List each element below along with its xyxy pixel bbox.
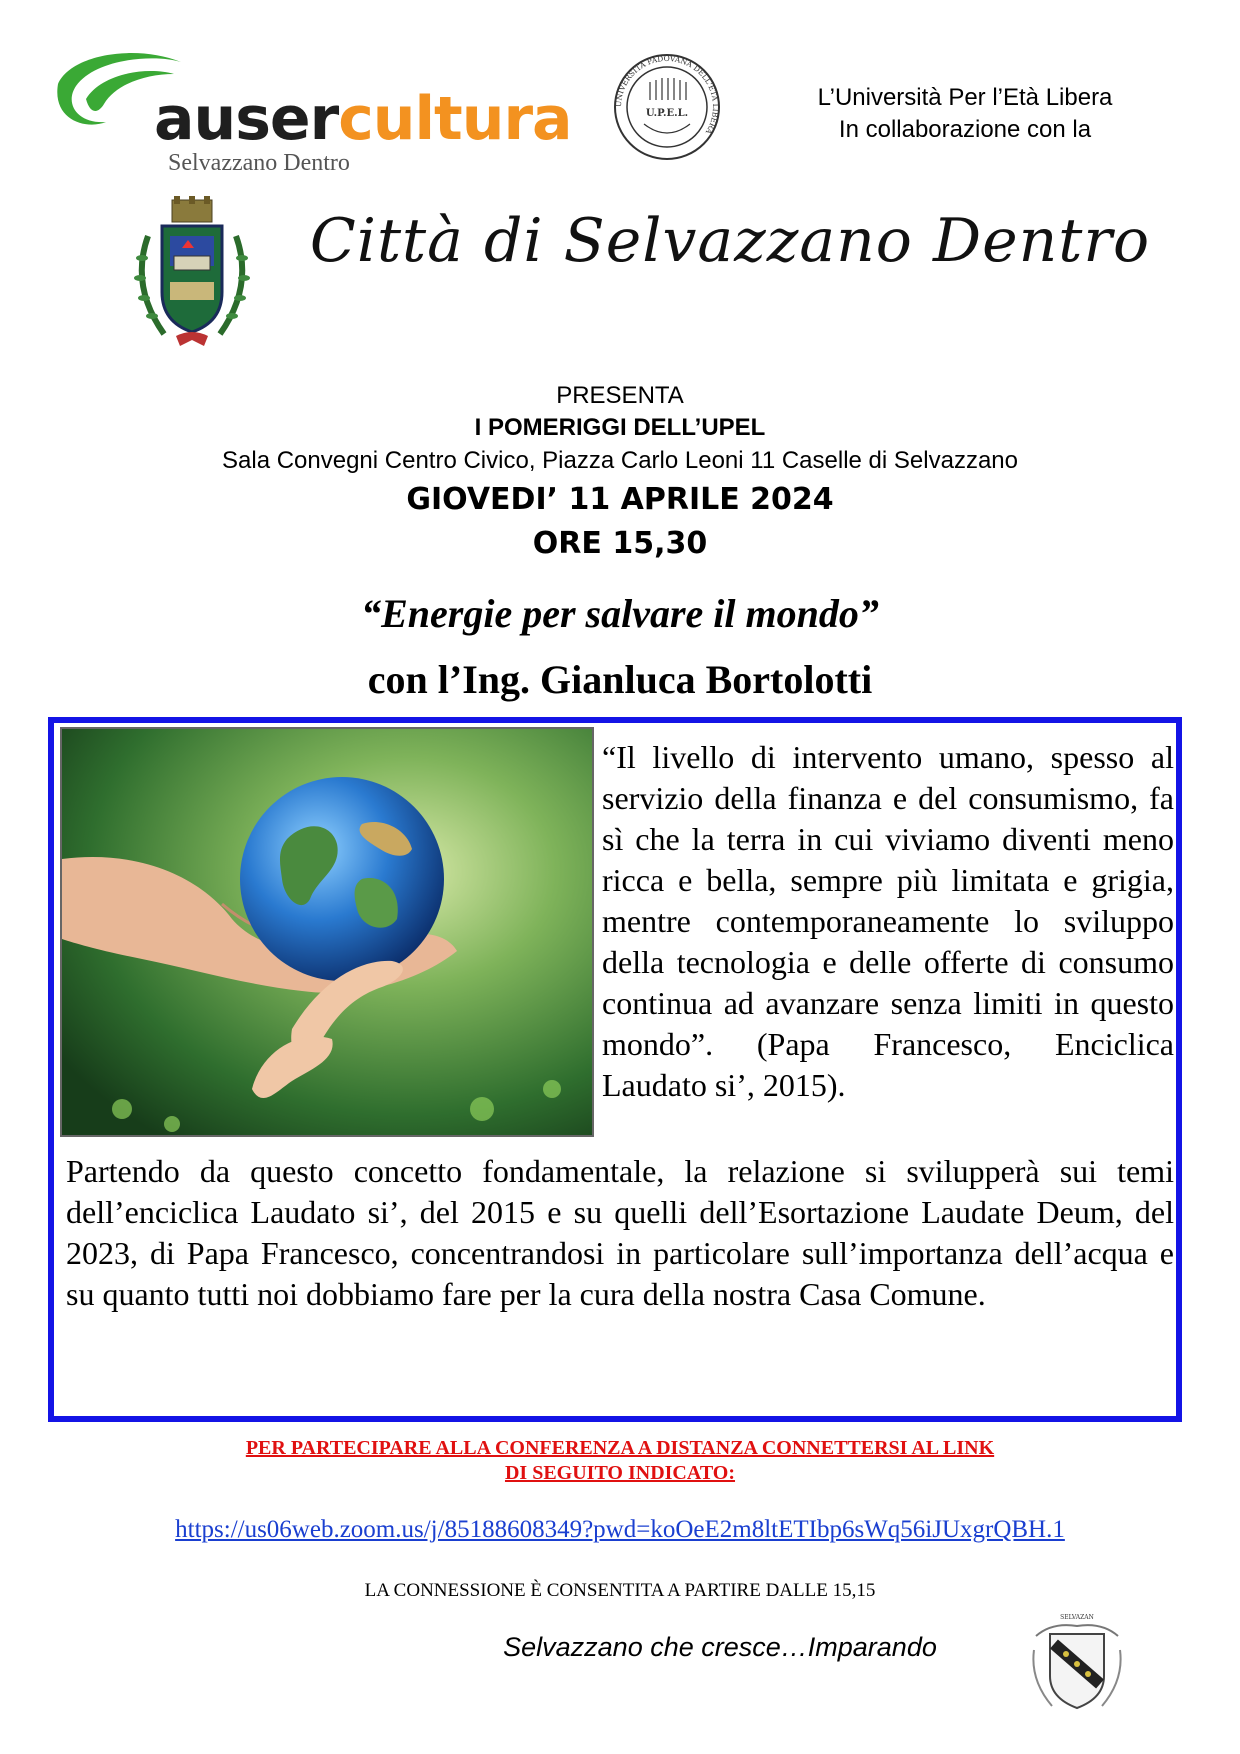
event-venue: Sala Convegni Centro Civico, Piazza Carlo Leoni 11 Caselle di Selvazzano [222, 447, 1018, 474]
connection-notice: LA CONNESSIONE È CONSENTITA A PARTIRE DALLE 15,15 [364, 1580, 876, 1601]
zoom-link[interactable]: https://us06web.zoom.us/j/85188608349?pwd=koOeE2m8ltETIbp6sWq56iJUxgrQBH.1 [175, 1516, 1065, 1543]
upel-seal-text: UNIVERSITÀ PADOVANA DELL'ETÀ LIBERA [613, 53, 721, 136]
auser-wordmark [154, 84, 572, 154]
city-crest-icon [124, 196, 260, 350]
earth-in-hands-photo [60, 727, 594, 1137]
event-details [0, 380, 1240, 566]
small-crest-label: SELVAZAN [1060, 1614, 1094, 1621]
event-time: ORE 15,30 [532, 526, 708, 561]
header-collab-text [760, 82, 1170, 146]
cultura-word: cultura [338, 84, 572, 154]
auser-subtitle: Selvazzano Dentro [168, 150, 350, 176]
event-date: GIOVEDI’ 11 APRILE 2024 [406, 482, 834, 517]
talk-title: “Energie per salvare il mondo” [361, 591, 879, 636]
earth-in-hands-illustration [62, 729, 592, 1135]
header-line-2: In collaborazione con la [838, 116, 1092, 143]
auser-word: auser [154, 84, 339, 154]
presenta-label: PRESENTA [556, 382, 684, 409]
pope-quote: “Il livello di intervento umano, spesso al servizio della finanza e del consumismo, fa sì che la terra in cui viviamo diventi meno ricca e bella, sempre più limitata e grigia, mentre contemporaneamente lo sviluppo della tecnologia e delle offerte di consumo continua ad avanzare senza limiti in questo mondo”. (Papa Francesco, Enciclica Laudato si’, 2015). [602, 739, 1174, 1103]
small-crest-icon [1028, 1610, 1126, 1718]
event-series: I POMERIGGI DELL’UPEL [474, 414, 766, 441]
motto: Selvazzano che cresce…Imparando [503, 1632, 937, 1662]
talk-speaker: con l’Ing. Gianluca Bortolotti [367, 657, 873, 702]
cta-line-1: PER PARTECIPARE ALLA CONFERENZA A DISTANZA CONNETTERSI AL LINK [245, 1437, 995, 1459]
auser-cultura-logo [46, 44, 572, 184]
upel-seal-icon [612, 52, 722, 162]
upel-seal-center: U.P.E.L. [645, 108, 689, 119]
header-line-1: L’Università Per l’Età Libera [817, 84, 1113, 111]
city-title: Città di Selvazzano Dentro [309, 206, 1151, 276]
remote-participation-notice [150, 1436, 1090, 1486]
cta-line-2: DI SEGUITO INDICATO: [504, 1462, 736, 1484]
talk-description: Partendo da questo concetto fondamentale, la relazione si svilupperà sui temi dell’enciclica Laudato si’, del 2015 e su quelli dell’Esortazione Laudate Deum, del 2023, di Papa Francesco, concentrandosi in particolare sull’importanza dell’acqua e su quanto tutti noi dobbiamo fare per la cura della nostra Casa Comune. [66, 1153, 1174, 1312]
